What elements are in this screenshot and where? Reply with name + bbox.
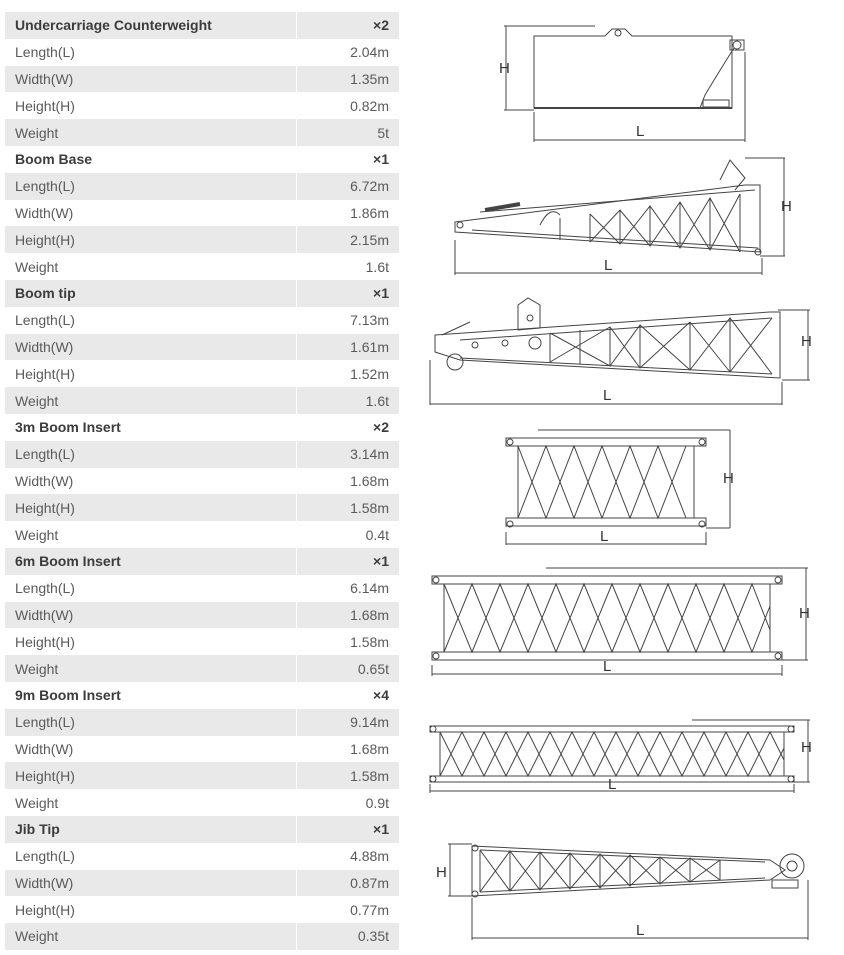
- component-header-row: [5, 414, 399, 441]
- spec-row: [5, 628, 399, 655]
- spec-label: Length(L): [15, 446, 75, 463]
- spec-row: [5, 602, 399, 629]
- spec-row: [5, 226, 399, 253]
- spec-row: [5, 575, 399, 602]
- spec-row: [5, 253, 399, 280]
- spec-label: Width(W): [15, 874, 74, 891]
- dim-label-l: L: [608, 776, 617, 793]
- component-header-row: [5, 548, 399, 575]
- dim-label-h: H: [801, 739, 812, 756]
- spec-value: 0.9t: [365, 794, 389, 811]
- spec-row: [5, 843, 399, 870]
- spec-row: [5, 762, 399, 789]
- spec-label: Height(H): [15, 231, 75, 248]
- component-header-row: [5, 146, 399, 173]
- spec-label: Height(H): [15, 901, 75, 918]
- component-name: Undercarriage Counterweight: [15, 17, 212, 34]
- boom-insert-6m-drawing: [432, 568, 810, 676]
- dim-label-h: H: [799, 605, 810, 622]
- spec-row: [5, 441, 399, 468]
- spec-value: 2.04m: [350, 44, 389, 61]
- spec-label: Weight: [15, 124, 59, 141]
- spec-row: [5, 468, 399, 495]
- spec-label: Weight: [15, 392, 59, 409]
- spec-label: Width(W): [15, 472, 74, 489]
- component-quantity: ×1: [373, 821, 389, 838]
- component-header-row: [5, 280, 399, 307]
- spec-row: [5, 709, 399, 736]
- spec-label: Length(L): [15, 178, 75, 195]
- spec-value: 1.35m: [350, 70, 389, 87]
- spec-value: 2.15m: [350, 231, 389, 248]
- spec-label: Length(L): [15, 848, 75, 865]
- component-name: Boom tip: [15, 285, 76, 302]
- spec-label: Length(L): [15, 580, 75, 597]
- spec-label: Height(H): [15, 365, 75, 382]
- spec-value: 0.35t: [357, 928, 389, 945]
- component-header-row: [5, 816, 399, 843]
- spec-label: Weight: [15, 526, 59, 543]
- spec-row: [5, 736, 399, 763]
- spec-value: 1.68m: [350, 472, 389, 489]
- spec-value: 6.14m: [350, 580, 389, 597]
- spec-row: [5, 923, 399, 950]
- dim-label-h: H: [723, 470, 734, 487]
- spec-label: Length(L): [15, 714, 75, 731]
- spec-row: [5, 896, 399, 923]
- spec-label: Weight: [15, 928, 59, 945]
- spec-value: 1.68m: [350, 740, 389, 757]
- counterweight-drawing: [499, 26, 745, 142]
- jib-tip-drawing: [436, 844, 808, 940]
- spec-label: Weight: [15, 660, 59, 677]
- spec-value: 0.87m: [350, 874, 389, 891]
- spec-label: Length(L): [15, 44, 75, 61]
- component-name: 9m Boom Insert: [15, 687, 121, 704]
- spec-label: Width(W): [15, 204, 74, 221]
- spec-value: 0.82m: [350, 97, 389, 114]
- spec-value: 1.68m: [350, 606, 389, 623]
- dim-label-l: L: [604, 257, 613, 274]
- component-quantity: ×4: [373, 687, 389, 704]
- spec-row: [5, 173, 399, 200]
- spec-label: Height(H): [15, 499, 75, 516]
- spec-label: Height(H): [15, 767, 75, 784]
- spec-label: Width(W): [15, 338, 74, 355]
- component-name: 3m Boom Insert: [15, 419, 121, 436]
- spec-row: [5, 494, 399, 521]
- spec-row: [5, 66, 399, 93]
- dim-label-l: L: [636, 123, 645, 140]
- spec-value: 3.14m: [350, 446, 389, 463]
- spec-row: [5, 119, 399, 146]
- boom-tip-drawing: [430, 298, 812, 405]
- spec-value: 1.58m: [350, 633, 389, 650]
- spec-value: 1.58m: [350, 767, 389, 784]
- spec-value: 0.4t: [365, 526, 389, 543]
- spec-value: 1.58m: [350, 499, 389, 516]
- spec-label: Length(L): [15, 312, 75, 329]
- spec-row: [5, 360, 399, 387]
- spec-value: 0.77m: [350, 901, 389, 918]
- spec-row: [5, 92, 399, 119]
- spec-row: [5, 200, 399, 227]
- dim-label-l: L: [603, 387, 612, 404]
- dim-label-h: H: [781, 198, 792, 215]
- dim-label-h: H: [499, 60, 510, 77]
- boom-base-drawing: [455, 158, 792, 275]
- spec-value: 5t: [377, 124, 389, 141]
- spec-label: Height(H): [15, 633, 75, 650]
- component-name: Boom Base: [15, 151, 93, 168]
- dim-label-l: L: [636, 922, 645, 939]
- spec-label: Weight: [15, 258, 59, 275]
- spec-row: [5, 307, 399, 334]
- spec-row: [5, 39, 399, 66]
- dim-label-l: L: [603, 658, 612, 675]
- spec-value: 6.72m: [350, 178, 389, 195]
- component-quantity: ×1: [373, 151, 389, 168]
- boom-insert-9m-drawing: [430, 720, 812, 793]
- spec-value: 1.86m: [350, 204, 389, 221]
- component-header-row: [5, 682, 399, 709]
- component-name: Jib Tip: [15, 821, 60, 838]
- spec-value: 1.61m: [350, 338, 389, 355]
- dim-label-h: H: [801, 333, 812, 350]
- component-spec-table: [5, 12, 399, 950]
- spec-row: [5, 387, 399, 414]
- spec-value: 9.14m: [350, 714, 389, 731]
- spec-label: Width(W): [15, 740, 74, 757]
- spec-value: 1.6t: [365, 258, 389, 275]
- component-quantity: ×2: [373, 419, 389, 436]
- spec-row: [5, 655, 399, 682]
- component-quantity: ×1: [373, 553, 389, 570]
- spec-value: 7.13m: [350, 312, 389, 329]
- component-name: 6m Boom Insert: [15, 553, 121, 570]
- spec-value: 1.6t: [365, 392, 389, 409]
- spec-label: Width(W): [15, 70, 74, 87]
- component-quantity: ×2: [373, 17, 389, 34]
- spec-value: 1.52m: [350, 365, 389, 382]
- spec-row: [5, 334, 399, 361]
- component-header-row: [5, 12, 399, 39]
- boom-insert-3m-drawing: [506, 430, 734, 545]
- spec-row: [5, 521, 399, 548]
- spec-row: [5, 789, 399, 816]
- dim-label-l: L: [600, 528, 609, 545]
- spec-label: Weight: [15, 794, 59, 811]
- spec-value: 4.88m: [350, 848, 389, 865]
- spec-row: [5, 870, 399, 897]
- spec-label: Width(W): [15, 606, 74, 623]
- dim-label-h: H: [436, 864, 447, 881]
- spec-value: 0.65t: [357, 660, 389, 677]
- component-quantity: ×1: [373, 285, 389, 302]
- spec-label: Height(H): [15, 97, 75, 114]
- component-drawings: [400, 0, 844, 950]
